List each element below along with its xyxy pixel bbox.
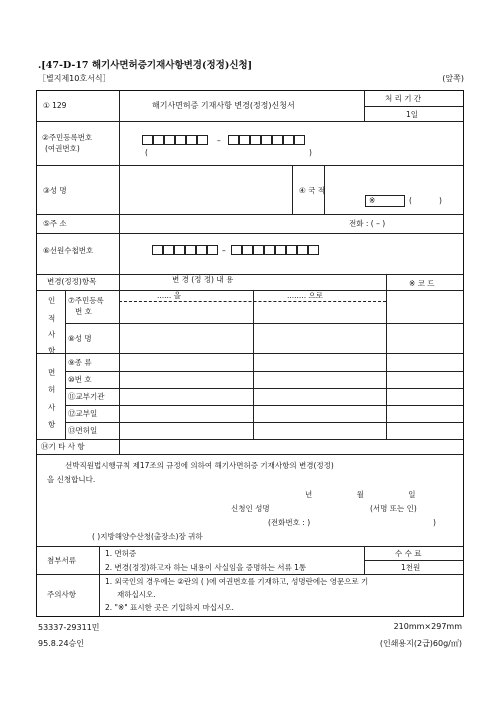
footer-approval: 95.8.24승인	[38, 639, 84, 648]
after-label: ........ 으로	[287, 291, 323, 300]
personal-group-1: 인	[48, 296, 56, 305]
footer-code: 53337-29311민	[38, 623, 100, 632]
change-item-label: 변경(정정)항목	[47, 277, 97, 286]
document-title: 해기사면허증 기재사항 변경(정정)신청서	[152, 101, 295, 110]
personal-group-3: 사	[48, 330, 56, 339]
name-label: ③성 명	[43, 186, 67, 195]
phone-number-label: (전화번호 : )	[268, 518, 311, 527]
page-side: (앞쪽)	[442, 74, 464, 83]
statement-line-2: 을 신청합니다.	[47, 475, 96, 484]
attachment-1: 1. 면허증	[105, 549, 137, 558]
statement-line-1: 선박직원법시행규칙 제17조의 규정에 의하여 해기사면허증 기재사항의 변경(정정)	[65, 461, 334, 470]
license-group-4: 항	[48, 420, 56, 429]
form-title: .[47-D-17 해기사면허증기재사항변경(정정)신청]	[38, 60, 253, 71]
personal-group-4: 항	[48, 346, 56, 355]
row-issuing-office: ⑪교부기관	[68, 392, 105, 401]
fee-label: 수 수 료	[395, 549, 422, 558]
license-group-2: 허	[48, 385, 56, 394]
row-license-number: ⑩번 호	[68, 375, 92, 384]
before-label: ...... 을	[157, 291, 181, 300]
change-content-label: 변 경 (정 정) 내 용	[172, 275, 234, 284]
address-label: ⑤주 소	[43, 219, 67, 228]
row-issue-date: ⑫교부일	[68, 409, 98, 418]
recipient-line: ( )지방해양수산청(출장소)장 귀하	[92, 532, 203, 541]
date-line: 년 월 일	[305, 490, 416, 499]
license-group-3: 사	[48, 403, 56, 412]
license-group-1: 면	[48, 368, 56, 377]
attachments-label: 첨부서류	[47, 556, 76, 565]
document-number: ① 129	[43, 101, 67, 110]
row-other: ⑭기 타 사 항	[41, 442, 85, 451]
processing-period-label: 처 리 기 간	[385, 94, 422, 103]
passport-number-label: (여권번호)	[45, 144, 80, 153]
applicant-name-label: 신청인 성명	[231, 504, 270, 513]
form-number: ［별지제10호서식］	[38, 74, 111, 83]
row-resident-number: ⑦주민등록	[68, 296, 104, 305]
footer-paper: (인쇄용지(2급)60g/㎡)	[379, 639, 462, 648]
row-name: ⑧성 명	[68, 334, 92, 343]
note-1a: 1. 외국인의 경우에는 ②란의 ( )에 여권번호를 기재하고, 성명란에는 영문으로 기	[105, 577, 369, 586]
personal-group-2: 적	[48, 314, 56, 323]
row-license-type: ⑨종 류	[68, 358, 92, 367]
application-form: ① 129 해기사면허증 기재사항 변경(정정)신청서 처 리 기 간 1일 ②주민등록번호 (여권번호) – ( ) ③성 명 ④ 국 적 ※ ( ) ⑤주 소 전화 : ( – ) ⑥선원수첩번호 – 변경(정정)항목 변 경 (정 정) 내 용 ...... 을 ........ 으로 ※ 코 드 인 적 사 항 면 허 사 항 ⑦주민등록 번 호 ⑧성 명 ⑨종 류 ⑩번 호 ⑪교부기관 ⑫교부일 ⑬면허일 ⑭기 타 사 항 선박직원법시행규칙 제17조의 규정에 의하여 해기사면허증 기재사항의 변경(정정) 을 신청합니다. 년 월 일 신청인 성명 (서명 또는 인) (전화번호 : ) ) ( )지방해양수산청(출장소)장 귀하 첨부서류 1. 면허증 2. 변경(정정)하고자 하는 내용이 사실임을 증명하는 서류 1통 수 수 료 1천원 주의사항 1. 외국인의 경우에는 ②란의 ( )에 여권번호를 기재하고, 성명란에는 영문으로 기 재하십시오. 2. "※" 표시한 곳은 기입하지 마십시오.	[36, 90, 464, 617]
note-2: 2. "※" 표시한 곳은 기입하지 마십시오.	[105, 603, 234, 612]
row-license-date: ⑬면허일	[68, 426, 98, 435]
processing-period-value: 1일	[406, 110, 419, 119]
resident-number-label: ②주민등록번호	[42, 133, 93, 142]
notes-label: 주의사항	[47, 590, 76, 599]
code-label: ※ 코 드	[409, 279, 435, 288]
seaman-book-label: ⑥선원수첩번호	[43, 246, 94, 255]
fee-value: 1천원	[401, 563, 421, 572]
attachment-2: 2. 변경(정정)하고자 하는 내용이 사실임을 증명하는 서류 1통	[105, 563, 307, 572]
note-1b: 재하십시오.	[117, 590, 156, 599]
footer-size: 210mm×297mm	[393, 622, 462, 631]
row-resident-number-2: 번 호	[75, 307, 92, 316]
phone-label: 전화 : ( – )	[349, 219, 386, 228]
nationality-label: ④ 국 적	[299, 186, 325, 195]
signature-label: (서명 또는 인)	[370, 504, 417, 513]
nationality-star: ※	[369, 196, 376, 205]
